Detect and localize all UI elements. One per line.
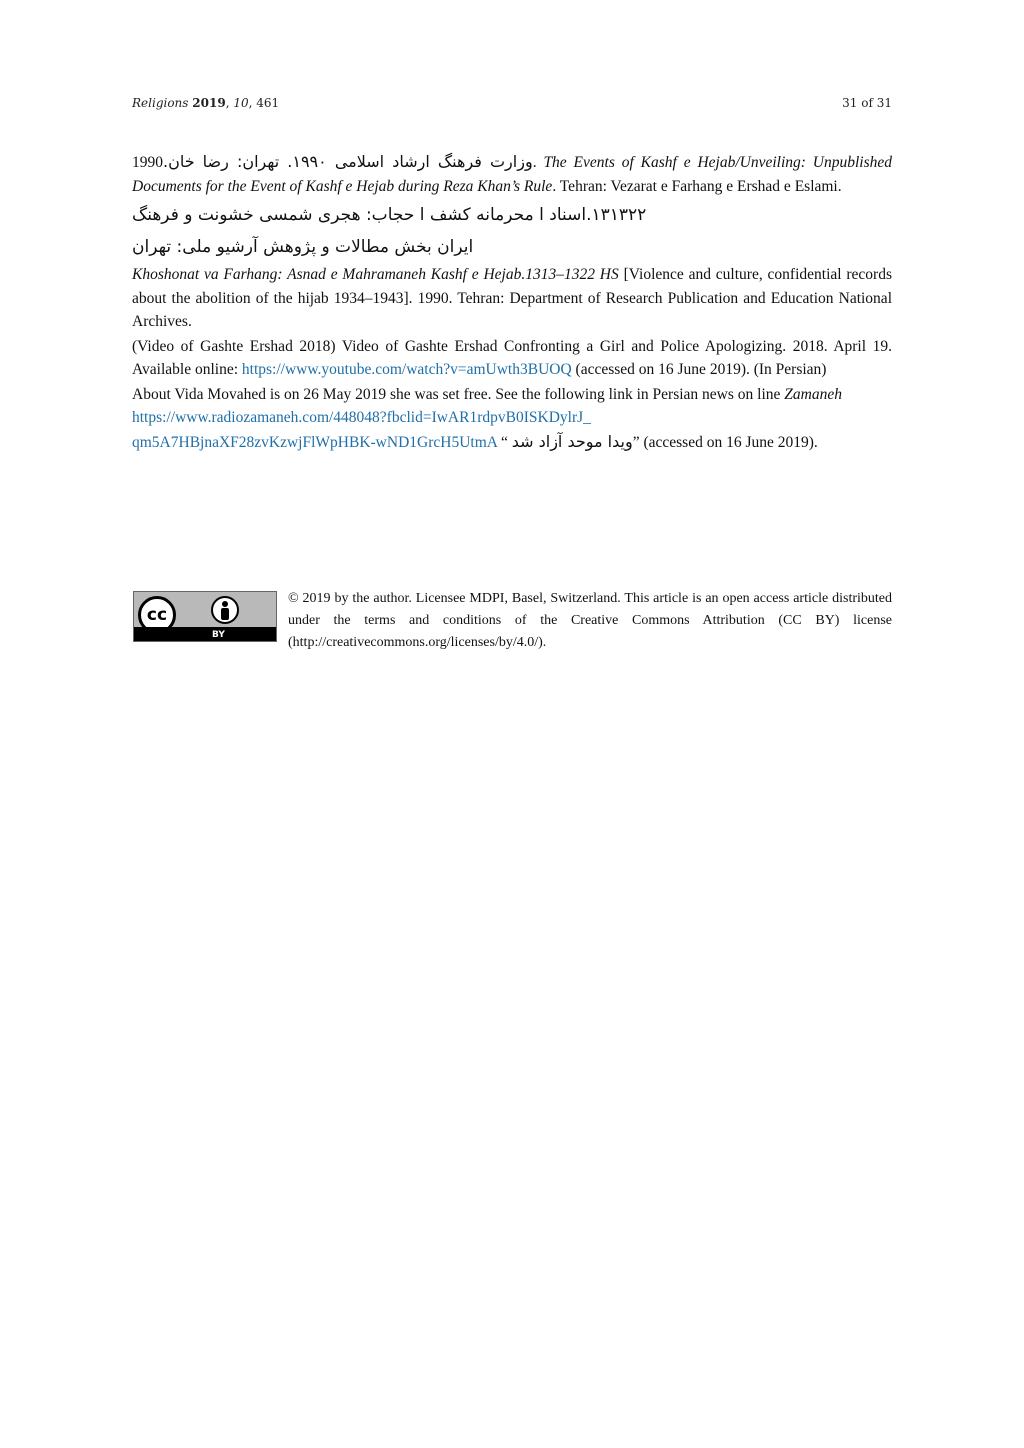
reference-2-persian-line-1: ۱۳۱۳۲۲.اسناد ا محرمانه کشف ا حجاب: هجری شمسی خشونت و فرهنگ [132, 205, 647, 225]
by-label: BY [212, 630, 225, 640]
journal-year: 2019 [192, 96, 226, 110]
reference-1 [132, 150, 892, 198]
reference-4-quote-open: “ [497, 433, 512, 451]
license-text: © 2019 by the author. Licensee MDPI, Basel, Switzerland. This article is an open access article distributed under the terms and conditions of the Creative Commons Attribution (CC BY) license (http://creativecommons.org/licenses/by/4.0/). [288, 591, 892, 650]
reference-3-text: (Video of Gashte Ershad 2018) Video of Gashte Ershad Confronting a Girl and Police Apologizing. 2018. April 19. Available online: [132, 337, 892, 378]
reference-1-year: 1990. [132, 154, 537, 171]
cc-by-badge[interactable] [133, 591, 277, 642]
reference-4-link-part-1[interactable]: https://www.radiozamaneh.com/448048?fbclid=IwAR1rdpvB0ISKDylrJ_ [132, 409, 591, 426]
reference-2-title: Khoshonat va Farhang: Asnad e Mahramaneh Kashf e Hejab.1313–1322 HS [132, 266, 619, 283]
reference-3 [132, 335, 892, 382]
person-body-icon [221, 608, 229, 620]
reference-4-rest: (accessed on 16 June 2019). [643, 433, 818, 451]
reference-4-link-part-2[interactable]: qm5A7HBjnaXF28zvKzwjFlWpHBK-wND1GrcH5UtmA [132, 433, 498, 451]
license-block [132, 588, 892, 658]
reference-1-persian: وزارت فرهنگ ارشاد اسلامی ۱۹۹۰. تهران: رضا خان. [163, 152, 533, 171]
journal-citation: Religions 2019, 10, 461 [132, 96, 280, 110]
reference-4-persian: ویدا موحد آزاد شد [511, 431, 633, 451]
reference-2-persian-line-2: ایران بخش مطالات و پژوهش آرشیو ملی: تهران [132, 237, 474, 257]
attribution-person-icon [211, 596, 239, 624]
journal-name: Religions [132, 96, 189, 110]
reference-4-text: About Vida Movahed is on 26 May 2019 she was set free. See the following link in Persian news on line [132, 385, 785, 403]
reference-2-rest: [Violence and culture, confidential records about the abolition of the hijab 1934–1943]. 1990. Tehran: Department of Research Publication and Education National Archives. [132, 266, 893, 330]
reference-4 [132, 383, 892, 455]
reference-4-quote-close: ” [632, 433, 644, 451]
reference-2 [132, 199, 892, 334]
reference-4-source: Zamaneh [784, 385, 842, 403]
reference-3-link[interactable]: https://www.youtube.com/watch?v=amUwth3BUOQ [241, 361, 572, 378]
badge-strip [134, 627, 276, 641]
reference-1-rest: . Tehran: Vezarat e Farhang e Ershad e Eslami. [552, 177, 842, 195]
journal-volume: 10 [233, 96, 249, 110]
person-head-icon [222, 601, 228, 607]
cc-icon: cc [138, 596, 176, 634]
references-list [132, 150, 892, 455]
page-number: 31 of 31 [842, 96, 892, 110]
article-number: 461 [256, 96, 280, 110]
reference-3-rest: (accessed on 16 June 2019). (In Persian) [571, 361, 827, 378]
reference-1-title: The Events of Kashf e Hejab/Unveiling: Unpublished Documents for the Event of Kashf e Hejab during Reza Khan’s Rule [132, 154, 893, 195]
